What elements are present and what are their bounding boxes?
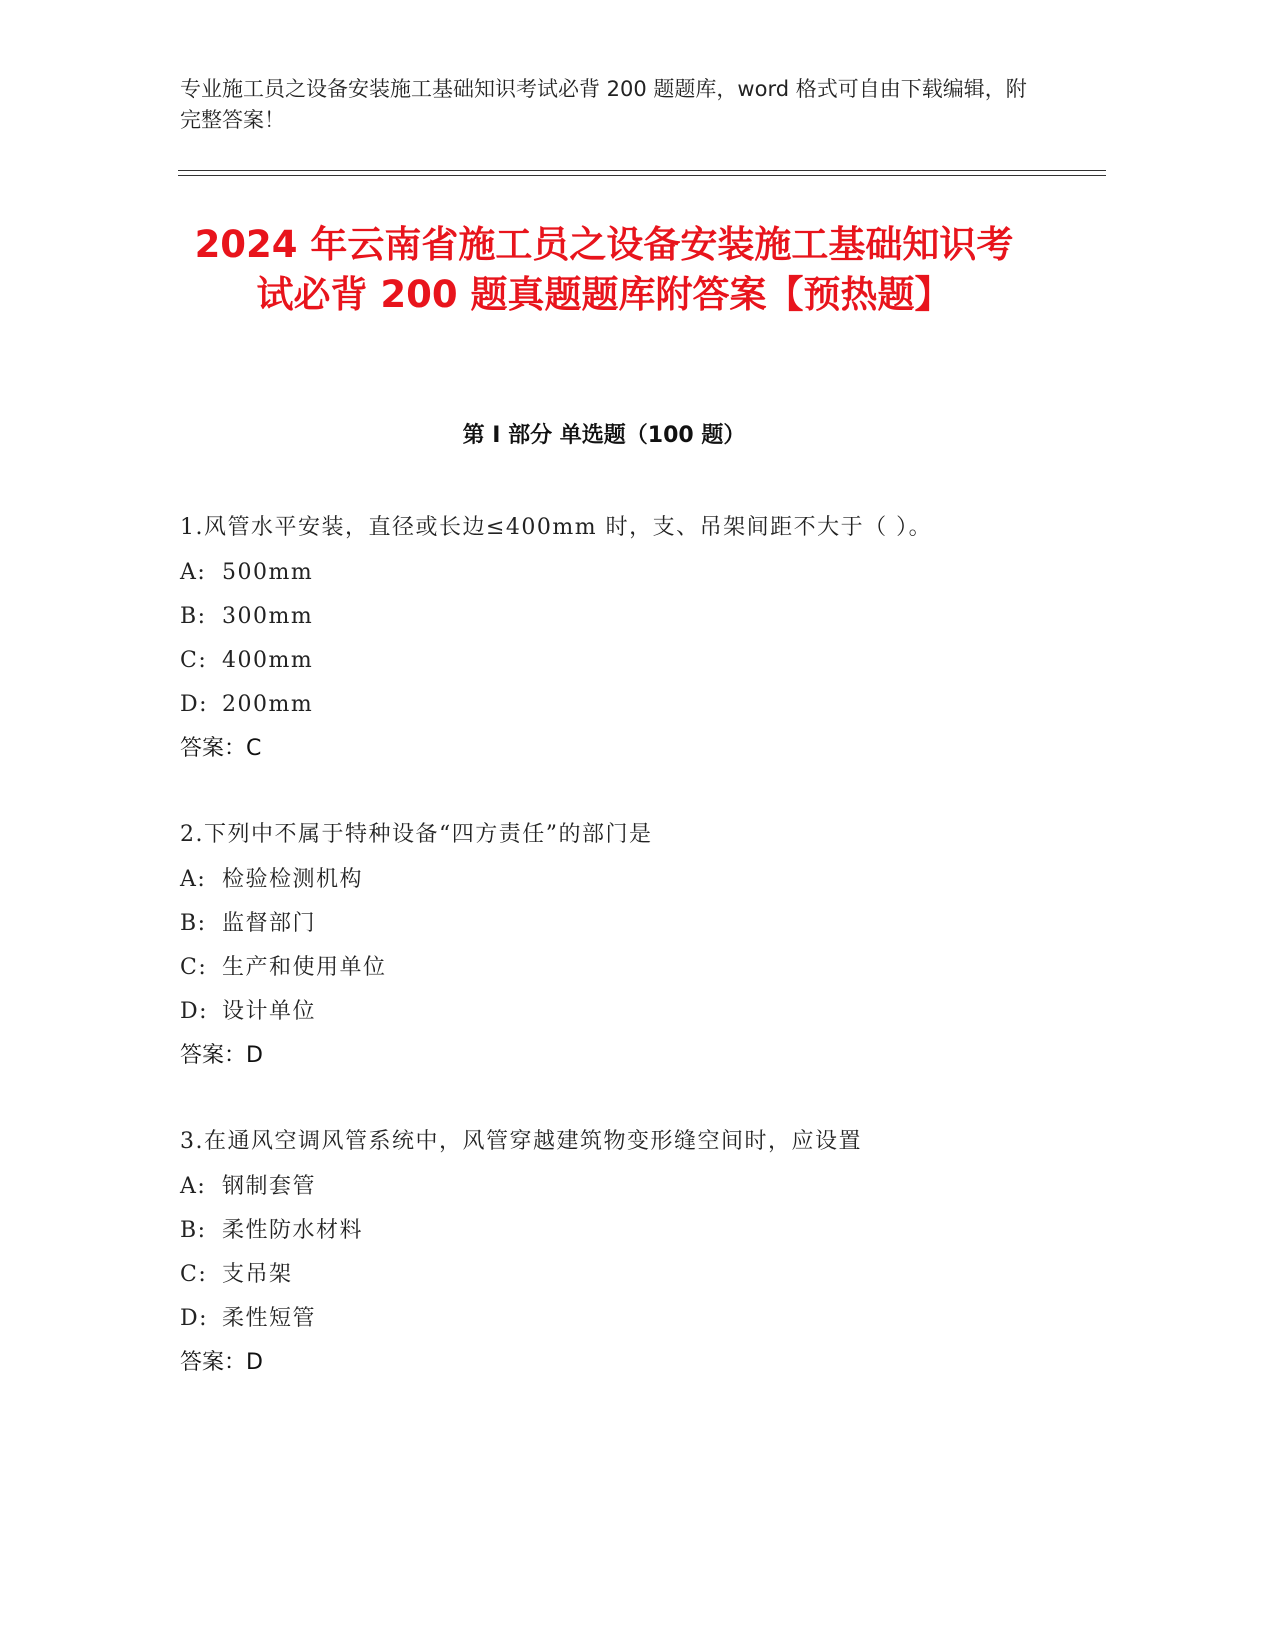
option-letter: A:	[180, 867, 207, 892]
answer-line: 答案：D	[180, 1350, 263, 1375]
option-text: 柔性短管	[222, 1306, 317, 1331]
question-stem: 1.风管水平安装，直径或长边≤400mm 时，支、吊架间距不大于（ ）。	[180, 515, 933, 540]
option-letter: D:	[180, 1306, 209, 1331]
option-b	[180, 902, 1030, 946]
option-text: 生产和使用单位	[222, 955, 387, 980]
header-rule-top	[178, 170, 1106, 171]
option-c	[180, 946, 1030, 990]
option-letter: A:	[180, 1174, 207, 1199]
option-letter: C:	[180, 955, 208, 980]
option-d	[180, 990, 1030, 1034]
option-c	[180, 639, 1030, 683]
option-a	[180, 551, 1030, 595]
option-c	[180, 1253, 1030, 1297]
answer-line: 答案：C	[180, 736, 262, 761]
option-b	[180, 1209, 1030, 1253]
option-letter: B:	[180, 911, 207, 936]
option-d	[180, 1297, 1030, 1341]
option-letter: C:	[180, 1262, 208, 1287]
option-text: 设计单位	[222, 999, 317, 1024]
option-text: 300mm	[222, 604, 314, 629]
option-letter: D:	[180, 692, 209, 717]
header-rule-bottom	[178, 175, 1106, 176]
option-a	[180, 858, 1030, 902]
option-letter: D:	[180, 999, 209, 1024]
option-text: 监督部门	[222, 911, 317, 936]
answer-line: 答案：D	[180, 1043, 263, 1068]
option-text: 500mm	[222, 560, 314, 585]
option-letter: B:	[180, 1218, 207, 1243]
option-letter: C:	[180, 648, 208, 673]
question-1	[180, 505, 1030, 771]
option-text: 支吊架	[222, 1262, 293, 1287]
option-letter: A:	[180, 560, 207, 585]
option-text: 200mm	[222, 692, 314, 717]
option-b	[180, 595, 1030, 639]
header-note: 专业施工员之设备安装施工基础知识考试必背 200 题题库，word 格式可自由下载编辑，附完整答案！	[180, 77, 1027, 132]
section-heading: 第 I 部分 单选题（100 题）	[462, 423, 746, 448]
option-text: 钢制套管	[222, 1174, 317, 1199]
question-3	[180, 1119, 1030, 1385]
option-letter: B:	[180, 604, 207, 629]
option-text: 400mm	[222, 648, 314, 673]
question-list	[180, 505, 1030, 1426]
document-title: 2024 年云南省施工员之设备安装施工基础知识考试必背 200 题真题题库附答案【预热题】	[194, 223, 1014, 316]
option-text: 柔性防水材料	[222, 1218, 364, 1243]
question-2	[180, 812, 1030, 1078]
question-stem: 3.在通风空调风管系统中，风管穿越建筑物变形缝空间时，应设置	[180, 1129, 862, 1154]
option-a	[180, 1165, 1030, 1209]
option-d	[180, 683, 1030, 727]
option-text: 检验检测机构	[222, 867, 364, 892]
question-stem: 2.下列中不属于特种设备“四方责任”的部门是	[180, 822, 653, 847]
